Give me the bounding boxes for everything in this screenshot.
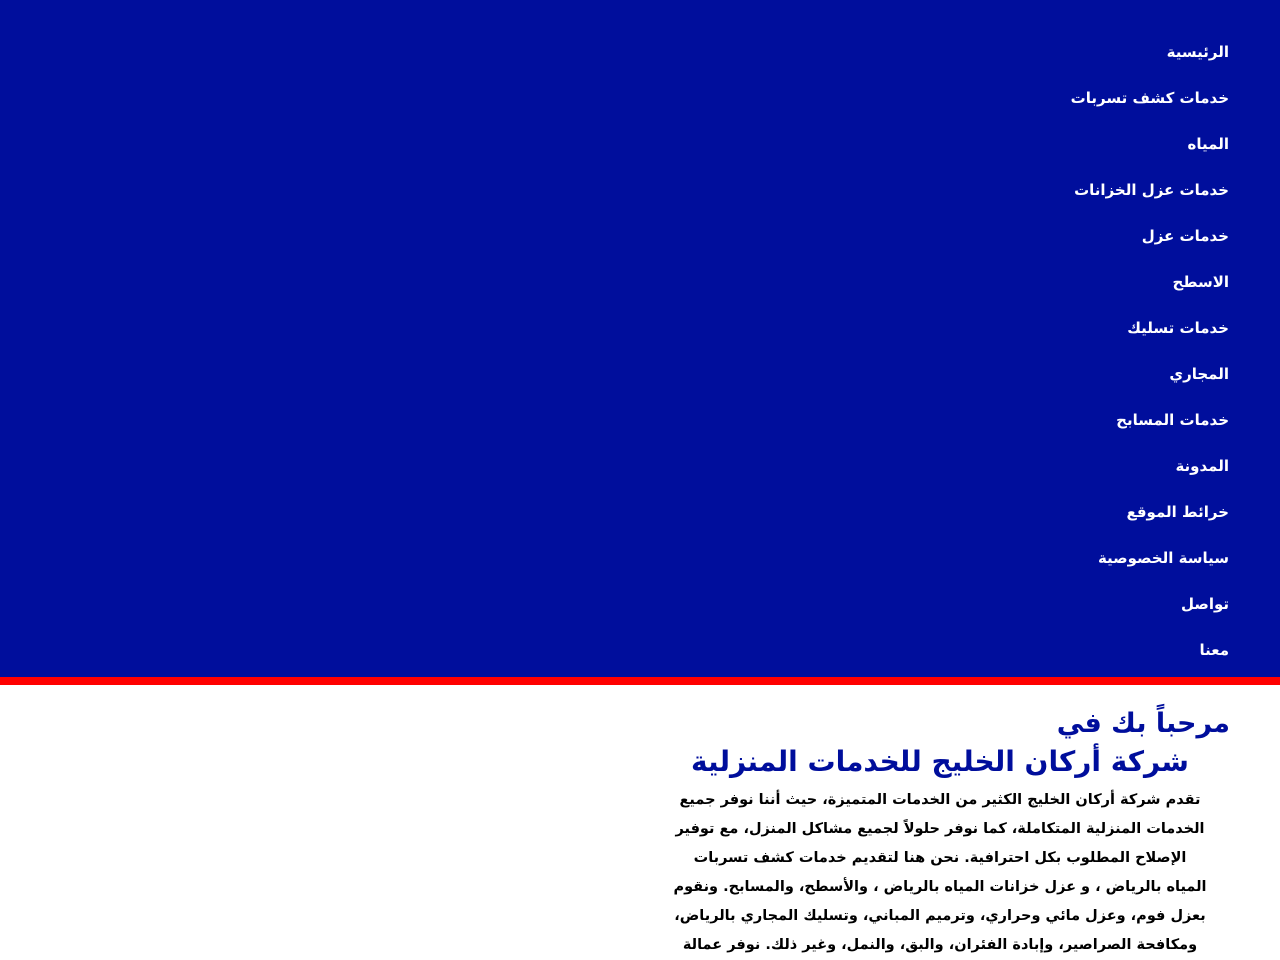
- hero-description-line: تقدم شركة أركان الخليج الكثير من الخدمات المتميزة، حيث أننا نوفر جميع: [679, 792, 1201, 808]
- nav-item-tank-insulation[interactable]: خدمات عزل الخزانات: [1074, 181, 1229, 199]
- hero-company-title: شركة أركان الخليج للخدمات المنزلية: [691, 745, 1189, 778]
- hero-description-line: المياه بالرياض ، و عزل خزانات المياه بالرياض ، والأسطح، والمسابح. ونقوم: [673, 879, 1207, 895]
- header-accent-bar: [0, 677, 1280, 685]
- nav-item-leak-detection-water[interactable]: المياه: [1187, 135, 1229, 153]
- nav-item-roof-insulation[interactable]: خدمات عزل: [1141, 227, 1229, 245]
- nav-item-contact-us[interactable]: معنا: [1199, 641, 1229, 659]
- hero-description-line: ومكافحة الصراصير، وإبادة الفئران، والبق، والنمل، وغير ذلك. نوفر عمالة: [682, 937, 1198, 953]
- nav-item-pool-services[interactable]: خدمات المسابح: [1116, 411, 1229, 429]
- nav-item-home[interactable]: الرئيسية: [1166, 43, 1229, 61]
- nav-item-sitemap[interactable]: خرائط الموقع: [1126, 503, 1229, 521]
- hero-description-line: الخدمات المنزلية المتكاملة، كما نوفر حلولاً لجميع مشاكل المنزل، مع توفير: [675, 821, 1205, 837]
- nav-item-roof-insulation-roofs[interactable]: الاسطح: [1172, 273, 1229, 291]
- hero-description-line: الإصلاح المطلوب بكل احترافية. نحن هنا لتقديم خدمات كشف تسربات: [693, 850, 1187, 866]
- nav-item-blog[interactable]: المدونة: [1175, 457, 1229, 475]
- nav-item-drain-cleaning-drains[interactable]: المجاري: [1169, 365, 1229, 383]
- nav-item-drain-cleaning[interactable]: خدمات تسليك: [1127, 319, 1229, 337]
- nav-item-contact[interactable]: تواصل: [1180, 595, 1229, 613]
- hero-description: [650, 786, 1230, 960]
- nav-item-privacy-policy[interactable]: سياسة الخصوصية: [1097, 549, 1229, 567]
- hero-section: [650, 705, 1230, 960]
- hero-welcome-heading: مرحباً بك في: [1056, 708, 1230, 739]
- hero-description-line: بعزل فوم، وعزل مائي وحراري، وترميم المباني، وتسليك المجاري بالرياض،: [674, 908, 1206, 924]
- nav-menu: [1071, 29, 1229, 673]
- nav-item-leak-detection[interactable]: خدمات كشف تسربات: [1070, 89, 1229, 107]
